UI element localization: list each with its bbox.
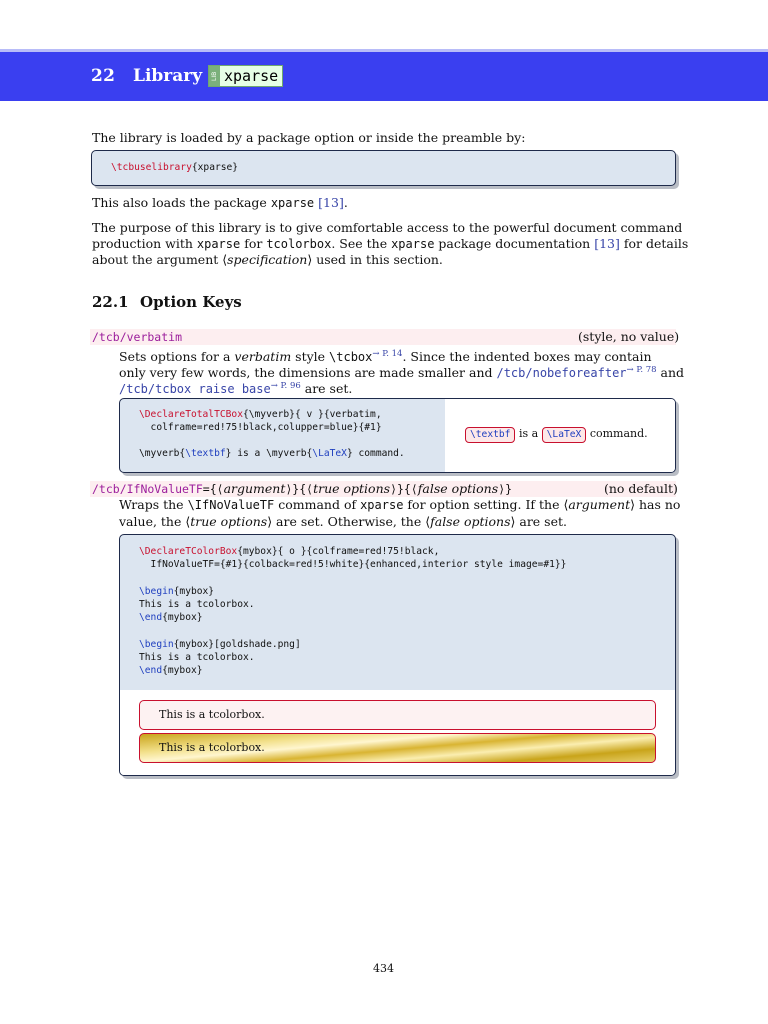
code-text: \myverb{ [139,448,186,459]
section-number: 22.1 [92,293,129,311]
text: production with [92,236,197,251]
text: . See the [331,236,392,251]
code-line-6 [139,611,203,624]
section-title: Option Keys [140,293,242,311]
output-tcolorbox-goldshade [139,733,656,763]
output-pill-latex: \LaTeX [542,427,587,443]
text: for details [619,236,689,251]
meta-arg: true options [313,481,391,496]
sig: ⟩}{⟨ [285,482,314,496]
text: Wraps the [119,497,188,512]
text: package documentation [434,236,595,251]
verbatim-desc-3 [119,378,352,397]
text: command of [274,497,361,512]
code-line-2: colframe=red!75!black,colupper=blue}{#1} [139,422,382,433]
code-line-8 [139,638,301,651]
pkg-name: xparse [391,237,435,251]
key-signature-ifnovaluetf [92,481,512,497]
also-loads-line [92,195,348,211]
sig: ⟩}{⟨ [390,482,418,496]
code-line-10 [139,664,203,677]
text: style [291,349,330,365]
page-number: 434 [373,962,394,975]
code-line-3 [139,447,405,460]
code-cmd: \end [139,612,163,623]
output-text: is a [518,427,539,440]
text: for option setting. If the ⟨ [403,497,569,512]
text: value, the ⟨ [119,514,191,529]
meta-arg: false options [417,481,499,496]
example-box-verbatim [119,398,676,473]
code-cmd: \begin [139,639,174,650]
text: for [240,236,267,251]
key-meta-ifnovaluetf: (no default) [604,481,678,496]
code-arg: {xparse} [191,162,239,173]
purpose-line-2 [92,236,688,252]
code-text: } is a \myverb{ [225,448,313,459]
library-tag [208,65,283,87]
output-text: This is a tcolorbox. [159,741,265,754]
code-line-5: This is a tcolorbox. [139,599,255,610]
text: and [656,365,685,381]
code-text: {mybox}{ o }{colframe=red!75!black, [237,546,440,557]
citation-link[interactable]: [13] [594,236,620,251]
text: Sets options for a [119,349,235,365]
key-name-ifnovaluetf[interactable]: /tcb/IfNoValueTF [92,482,203,496]
code-text: {\myverb}{ v }{verbatim, [242,409,382,420]
output-text: This is a tcolorbox. [159,708,265,721]
emph: verbatim [234,349,292,365]
example-output-verbatim [465,427,648,443]
cmd: \IfNoValueTF [187,498,275,512]
code-text: {mybox} [173,586,215,597]
code-uselibrary [111,161,238,174]
code-line-4 [139,585,214,598]
text: only very few words, the dimensions are made smaller and [119,365,497,381]
code-cmd: \textbf [185,448,226,459]
code-line-1 [139,545,439,558]
output-tcolorbox-plain [139,700,656,730]
code-text: } command. [346,448,405,459]
meta-arg: specification [227,252,308,267]
intro-loaded-text: The library is loaded by a package option or inside the preamble by: [92,130,526,145]
code-text: {mybox} [162,612,203,623]
text: . Since the indented boxes may contain [402,349,652,365]
purpose-line-3 [92,252,443,268]
meta-arg: false options [430,514,511,529]
text: ⟩ are set. Otherwise, the ⟨ [267,514,431,529]
sig: ={⟨ [202,482,224,496]
key-name-verbatim[interactable]: /tcb/verbatim [92,330,183,344]
pkg-name: xparse [196,237,241,251]
pkg-name: xparse [270,196,315,210]
key-meta-verbatim: (style, no value) [578,329,680,344]
output-pill-textbf: \textbf [465,427,515,443]
code-cmd: \DeclareTotalTCBox [139,409,243,420]
citation-link[interactable]: [13] [318,195,344,210]
purpose-line-1: The purpose of this library is to give comfortable access to the powerful document command [92,220,683,235]
example-box-ifnovaluetf [119,534,676,776]
code-cmd: \tcbuselibrary [111,162,192,173]
pkg-name: tcolorbox [266,237,332,251]
text: ⟩ has no [630,497,681,512]
library-tag-name: xparse [224,67,279,85]
code-line-9: This is a tcolorbox. [139,652,255,663]
meta-arg: argument [223,481,286,496]
text: ⟩ used in this section. [307,252,443,267]
ifnovalue-desc-1 [119,497,680,513]
chapter-header [0,49,768,101]
code-cmd: \DeclareTColorBox [139,546,238,557]
text: ⟩ are set. [510,514,567,529]
key-link[interactable]: /tcb/nobeforeafter [496,366,627,381]
chapter-title: Library [133,66,203,86]
text: are set. [300,381,353,397]
ifnovalue-desc-2 [119,514,567,530]
text: This also loads the package [92,195,271,210]
key-link[interactable]: /tcb/tcbox raise base [119,382,271,397]
sig: ⟩} [498,482,513,496]
chapter-number: 22 [91,66,116,86]
library-tag-label: LIB [209,66,220,86]
code-box-uselibrary [91,150,676,186]
cmd: \tcbox [329,350,373,365]
page-ref-link[interactable]: → P. 78 [626,365,657,375]
code-text: {mybox} [162,665,203,676]
text: about the argument ⟨ [92,252,228,267]
code-text: {mybox}[goldshade.png] [173,639,301,650]
page-ref-link[interactable]: → P. 96 [270,381,301,391]
meta-arg: true options [190,514,268,529]
pkg-name: xparse [360,498,404,512]
code-cmd: \end [139,665,163,676]
output-text: command. [589,427,648,440]
text: . [343,195,348,210]
code-cmd: \LaTeX [312,448,347,459]
code-cmd: \begin [139,586,174,597]
page-ref-link[interactable]: → P. 14 [372,349,403,359]
code-line-2: IfNoValueTF={#1}{colback=red!5!white}{enhanced,interior style image=#1}} [139,559,567,570]
meta-arg: argument [568,497,631,512]
code-line-1 [139,408,382,421]
